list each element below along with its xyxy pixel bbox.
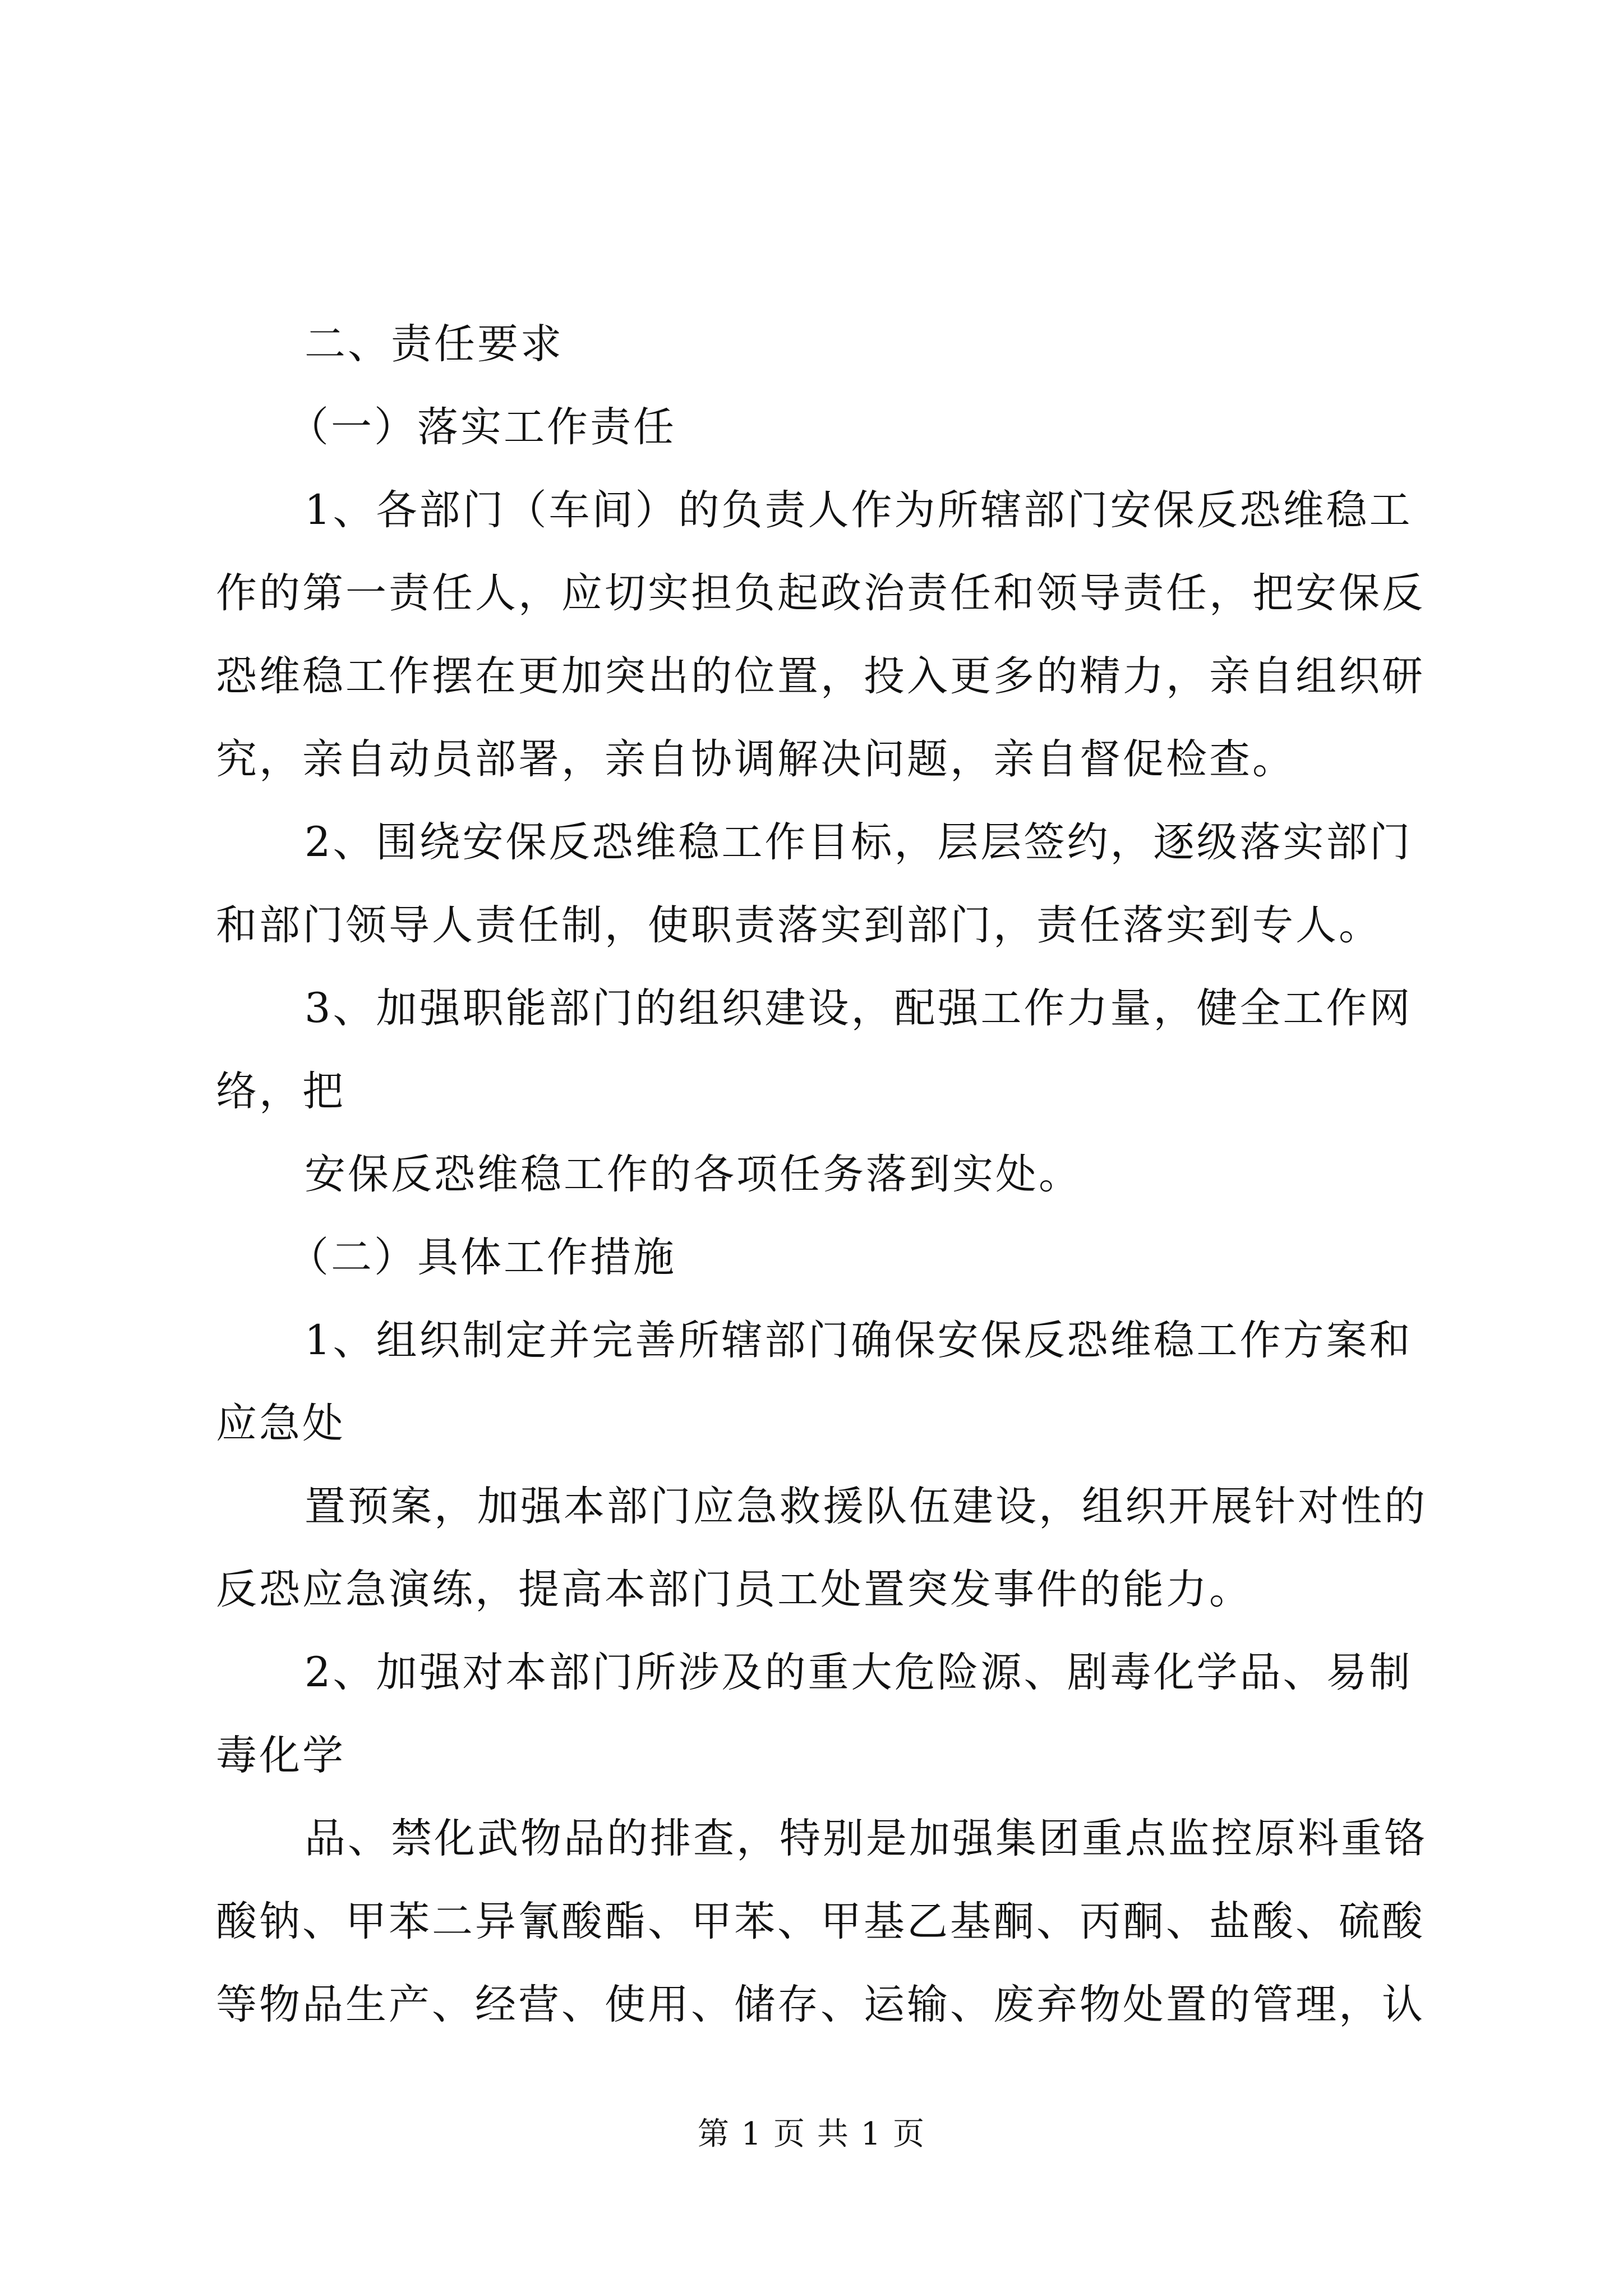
paragraph-line: 安保反恐维稳工作的各项任务落到实处。 (305, 1151, 1082, 1198)
paragraph-line: 2、围绕安保反恐维稳工作目标，层层签约，逐级落实部门 (305, 818, 1413, 866)
section-heading-responsibility: 二、责任要求 (305, 320, 564, 368)
document-body (216, 303, 1427, 2046)
paragraph-line: 酸钠、甲苯二异氰酸酯、甲苯、甲基乙基酮、丙酮、盐酸、硫酸 (216, 1898, 1425, 1945)
subsection-heading-implement: （一）落实工作责任 (288, 403, 676, 451)
paragraph-line: 和部门领导人责任制，使职责落实到部门，责任落实到专人。 (216, 901, 1382, 949)
paragraph-line: 络，把 (216, 1068, 345, 1115)
paragraph-line: 置预案，加强本部门应急救援队伍建设，组织开展针对性的 (305, 1483, 1427, 1530)
paragraph-line: 究，亲自动员部署，亲自协调解决问题，亲自督促检查。 (216, 735, 1295, 783)
paragraph-line: 应急处 (216, 1400, 345, 1447)
paragraph-line: 恐维稳工作摆在更加突出的位置，投入更多的精力，亲自组织研 (216, 652, 1425, 700)
subsection-heading-measures: （二）具体工作措施 (288, 1234, 676, 1281)
paragraph-line: 2、加强对本部门所涉及的重大危险源、剧毒化学品、易制 (305, 1649, 1413, 1696)
paragraph-line: 等物品生产、经营、使用、储存、运输、废弃物处置的管理，认 (216, 1981, 1425, 2028)
paragraph-line: 品、禁化武物品的排查，特别是加强集团重点监控原料重铬 (305, 1815, 1427, 1862)
paragraph-line: 反恐应急演练，提高本部门员工处置突发事件的能力。 (216, 1566, 1252, 1613)
paragraph-line: 1、组织制定并完善所辖部门确保安保反恐维稳工作方案和 (305, 1317, 1413, 1364)
paragraph-line: 1、各部门（车间）的负责人作为所辖部门安保反恐维稳工 (305, 486, 1413, 534)
paragraph-line: 毒化学 (216, 1732, 345, 1779)
page-number-footer: 第 1 页 共 1 页 (697, 2116, 926, 2152)
paragraph-line: 3、加强职能部门的组织建设，配强工作力量，健全工作网 (305, 984, 1413, 1032)
paragraph-line: 作的第一责任人，应切实担负起政治责任和领导责任，把安保反 (216, 569, 1425, 617)
